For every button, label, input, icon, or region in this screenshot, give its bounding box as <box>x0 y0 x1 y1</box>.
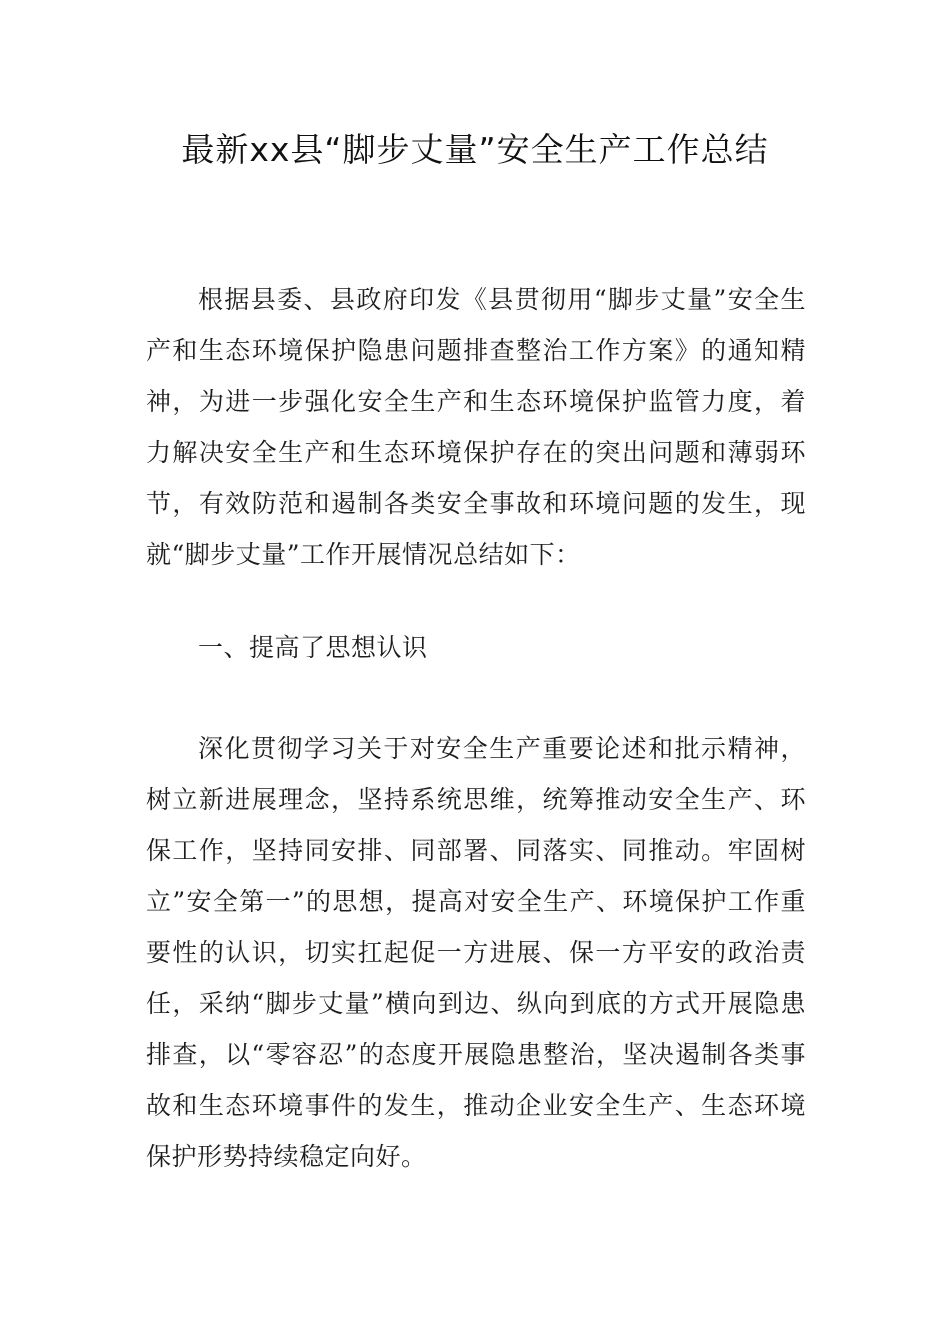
intro-paragraph: 根据县委、县政府印发《县贯彻用“脚步丈量”安全生产和生态环境保护隐患问题排查整治工作方案》的通知精神，为进一步强化安全生产和生态环境保护监管力度，着力解决安全生产和生态环境保护存在的突出问题和薄弱环节，有效防范和遏制各类安全事故和环境问题的发生，现就“脚步丈量”工作开展情况总结如下： <box>146 285 806 569</box>
document-title: 最新xx县“脚步丈量”安全生产工作总结 <box>181 130 769 169</box>
section-heading: 一、提高了思想认识 <box>198 633 428 662</box>
section-paragraph: 深化贯彻学习关于对安全生产重要论述和批示精神，树立新进展理念，坚持系统思维，统筹推动安全生产、环保工作，坚持同安排、同部署、同落实、同推动。牢固树立”安全第一”的思想，提高对安全生产、环境保护工作重要性的认识，切实扛起促一方进展、保一方平安的政治责任，采纳“脚步丈量”横向到边、纵向到底的方式开展隐患排查，以“零容忍”的态度开展隐患整治，坚决遏制各类事故和生态环境事件的发生，推动企业安全生产、生态环境保护形势持续稳定向好。 <box>146 734 806 1171</box>
